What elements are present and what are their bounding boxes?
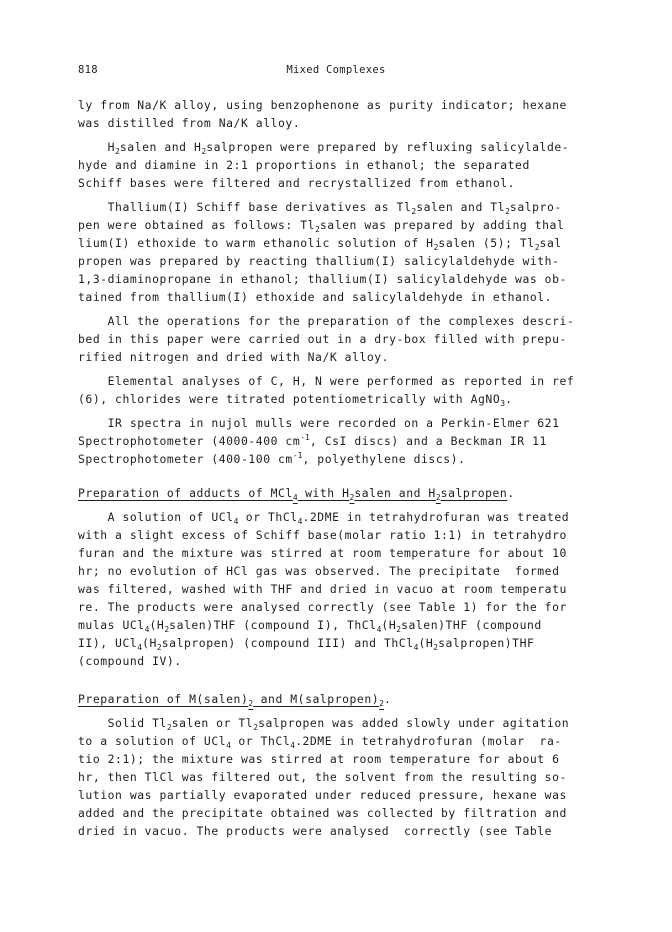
text-run: salen or Tl (171, 716, 254, 730)
text-run: salpropen were prepared by refluxing salicylalde- (206, 140, 570, 154)
text-run: salen and H (354, 486, 436, 500)
text-run: added and the precipitate obtained was collected by filtration and (78, 806, 567, 820)
subscript: 2 (253, 723, 259, 732)
text-run: Schiff bases were filtered and recrystallized from ethanol. (78, 176, 516, 190)
text-run: was filtered, washed with THF and dried in vacuo at room temperatu (78, 582, 567, 596)
subscript: 3 (500, 399, 506, 408)
subscript: 2 (379, 699, 384, 708)
subscript: 2 (435, 493, 441, 502)
text-run: sal (539, 236, 562, 250)
section-heading (78, 690, 586, 710)
text-run: . (505, 392, 513, 406)
text-run: mulas UCl (78, 618, 145, 632)
text-line (78, 138, 586, 158)
superscript: -1 (292, 451, 303, 460)
text-run: (6), chlorides were titrated potentiometrically with AgNO (78, 392, 501, 406)
text-run: salen was prepared by adding thal (319, 218, 565, 232)
text-line (78, 234, 586, 254)
text-line (78, 580, 586, 598)
subscript: 2 (156, 643, 162, 652)
text-line (78, 270, 586, 288)
subscript: 4 (290, 741, 296, 750)
subscript: 2 (315, 225, 320, 234)
text-run: lution was partially evaporated under reduced pressure, hexane was (78, 788, 567, 802)
text-run: bed in this paper were carried out in a dry-box filled with prepu- (78, 332, 567, 346)
text-run: , CsI discs) and a Beckman IR 11 (309, 434, 547, 448)
text-run: hr, then TlCl was filtered out, the solvent from the resulting so- (78, 770, 567, 784)
text-run: lium(I) ethoxide to warm ethanolic solution of H (78, 236, 434, 250)
text-run: All the operations for the preparation of the complexes descri- (78, 314, 575, 328)
text-line (78, 786, 586, 804)
text-run: (H (381, 618, 397, 632)
superscript: -1 (300, 433, 310, 442)
subscript: 2 (396, 625, 402, 634)
subscript: 4 (297, 517, 303, 526)
text-run: pen were obtained as follows: Tl (78, 218, 316, 232)
subscript: 2 (201, 147, 207, 156)
text-run: with a slight excess of Schiff base(molar ratio 1:1) in tetrahydro (78, 528, 567, 542)
subscript: 4 (144, 625, 150, 634)
text-run: rified nitrogen and dried with Na/K alloy. (78, 350, 390, 364)
subscript: 2 (534, 243, 540, 252)
text-line (78, 156, 586, 174)
text-run: IR spectra in nujol mulls were recorded on a Perkin-Elmer 621 (78, 416, 560, 430)
subscript: 4 (233, 517, 239, 526)
running-title: Mixed Complexes (286, 64, 386, 76)
text-line (78, 544, 586, 562)
text-line (78, 312, 586, 330)
text-line (78, 174, 586, 192)
text-line (78, 526, 586, 544)
text-run: salen and Tl (416, 200, 506, 214)
text-run: H (78, 140, 116, 154)
text-run: Thallium(I) Schiff base derivatives as Tl (78, 200, 412, 214)
text-line (78, 348, 586, 366)
text-run: Elemental analyses of C, H, N were performed as reported in ref (78, 374, 575, 388)
subscript: 2 (349, 493, 355, 502)
text-line (78, 372, 586, 390)
text-run: or ThCl (230, 734, 291, 748)
text-run: 1,3-diaminopropane in ethanol; thallium(I) salicylaldehyde was ob- (78, 272, 567, 286)
text-run: re. The products were analysed correctly (see Table 1) for the for (78, 600, 567, 614)
subscript: 2 (166, 723, 172, 732)
text-run: and M(salpropen) (253, 692, 380, 706)
text-run: Spectrophotometer (4000-400 cm (78, 434, 301, 448)
subscript: 4 (137, 643, 143, 652)
text-run: (H (149, 618, 165, 632)
text-run: ly from Na/K alloy, using benzophenone as purity indicator; hexane (78, 98, 567, 112)
text-line (78, 414, 586, 432)
text-line (78, 598, 586, 616)
subscript: 2 (248, 699, 254, 708)
text-run: furan and the mixture was stirred at room temperature for about 10 (78, 546, 567, 560)
text-line (78, 252, 586, 270)
text-run: to a solution of UCl (78, 734, 227, 748)
text-line (78, 216, 586, 236)
subscript: 2 (433, 243, 439, 252)
text-run: .2DME in tetrahydrofuran was treated (302, 510, 570, 524)
text-run: tained from thallium(I) ethoxide and salicylaldehyde in ethanol. (78, 290, 553, 304)
text-run: tio 2:1); the mixture was stirred at room temperature for about 6 (78, 752, 560, 766)
subscript: 4 (292, 493, 298, 502)
text-line (78, 450, 586, 470)
text-line (78, 768, 586, 786)
text-run: , polyethylene discs). (302, 452, 466, 466)
text-line (78, 508, 586, 528)
text-run: was distilled from Na/K alloy. (78, 116, 301, 130)
text-line (78, 652, 586, 670)
text-line (78, 616, 586, 636)
text-line (78, 330, 586, 348)
text-run: salen and H (119, 140, 202, 154)
text-run: Spectrophotometer (400-100 cm (78, 452, 293, 466)
subscript: 2 (115, 147, 120, 156)
subscript: 2 (505, 207, 510, 216)
text-line (78, 822, 586, 840)
text-line (78, 714, 586, 734)
text-run: . (383, 692, 392, 706)
text-line (78, 390, 586, 410)
text-run: dried in vacuo. The products were analysed correctly (see Table (78, 824, 553, 838)
text-run: A solution of UCl (78, 510, 234, 524)
page-number: 818 (78, 64, 98, 76)
text-run: . (507, 486, 515, 500)
subscript: 2 (164, 625, 170, 634)
subscript: 4 (413, 643, 419, 652)
text-run: Preparation of M(salen) (78, 692, 249, 706)
subscript: 4 (376, 625, 382, 634)
text-run: salpropen)THF (438, 636, 535, 650)
text-run: Preparation of adducts of MCl (78, 486, 293, 500)
text-run: or ThCl (238, 510, 298, 524)
text-run: Solid Tl (78, 716, 167, 730)
text-line (78, 750, 586, 768)
text-run: hr; no evolution of HCl gas was observed. The precipitate formed (78, 564, 560, 578)
text-line (78, 804, 586, 822)
text-line (78, 562, 586, 580)
text-run: (H (418, 636, 434, 650)
text-run: salpropen (440, 486, 508, 500)
subscript: 4 (226, 741, 231, 750)
text-line (78, 432, 586, 452)
text-run: (compound IV). (78, 654, 182, 668)
text-run: salpro- (509, 200, 562, 214)
text-line (78, 198, 586, 218)
text-run: salen)THF (compound (401, 618, 542, 632)
text-run: salpropen was added slowly under agitation (258, 716, 570, 730)
text-line (78, 732, 586, 752)
text-run: salpropen) (compound III) and ThCl (161, 636, 414, 650)
text-line (78, 634, 586, 654)
text-run: II), UCl (78, 636, 138, 650)
subscript: 2 (433, 643, 439, 652)
text-run: propen was prepared by reacting thallium(I) salicylaldehyde with- (78, 254, 560, 268)
text-run: (H (142, 636, 157, 650)
text-line (78, 96, 586, 114)
subscript: 2 (411, 207, 417, 216)
section-heading (78, 484, 586, 504)
text-run: hyde and diamine in 2:1 proportions in ethanol; the separated (78, 158, 530, 172)
text-line (78, 288, 586, 306)
text-run: with H (297, 486, 350, 500)
text-line (78, 114, 586, 132)
text-run: salen (5); Tl (438, 236, 535, 250)
text-run: .2DME in tetrahydrofuran (molar ra- (295, 734, 562, 748)
text-run: salen)THF (compound I), ThCl (169, 618, 377, 632)
